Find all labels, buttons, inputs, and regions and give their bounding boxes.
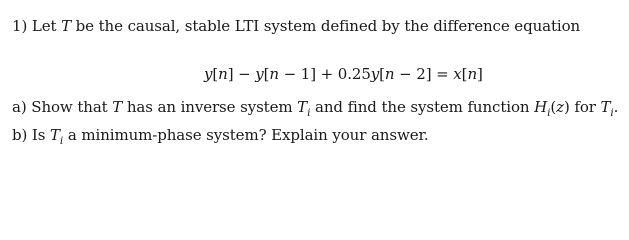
eq-b2: [ bbox=[263, 65, 270, 83]
part-a-H-sub: i bbox=[547, 107, 551, 119]
part-b-t2: a minimum-phase system? Explain your answer. bbox=[63, 126, 429, 144]
eq-b4: [ bbox=[461, 65, 468, 83]
eq-n3: n bbox=[384, 65, 395, 83]
part-a-T: T bbox=[112, 98, 123, 116]
question-title bbox=[12, 17, 580, 35]
part-a-H: H bbox=[534, 98, 548, 116]
eq-b1: [ bbox=[212, 65, 219, 83]
eq-b3: [ bbox=[379, 65, 385, 83]
question-part-a bbox=[12, 98, 618, 118]
part-b-T: T bbox=[50, 126, 60, 144]
part-a-t6: . bbox=[613, 98, 619, 116]
title-tail: be the causal, stable LTI system defined by the difference equation bbox=[71, 17, 581, 35]
part-b-t1: b) Is bbox=[12, 126, 51, 144]
part-a-T2: T bbox=[600, 98, 611, 116]
part-a-Ti-sub: i bbox=[307, 107, 311, 119]
part-a-t5: ) for bbox=[563, 98, 601, 116]
eq-e1: ] − bbox=[227, 65, 256, 83]
title-lead: 1) Let bbox=[12, 17, 62, 35]
eq-y2: y bbox=[255, 65, 264, 83]
question-part-b bbox=[12, 126, 429, 146]
part-a-t4: ( bbox=[550, 98, 557, 116]
part-a-z: z bbox=[556, 98, 564, 116]
eq-e2: − 1] + 0.25 bbox=[278, 65, 371, 83]
difference-equation bbox=[204, 65, 483, 83]
eq-y3: y bbox=[370, 65, 380, 83]
eq-n1: n bbox=[218, 65, 228, 83]
eq-n4: n bbox=[467, 65, 477, 83]
part-a-Ti: T bbox=[297, 98, 308, 116]
part-b-T-sub: i bbox=[59, 135, 64, 147]
part-a-t3: and find the system function bbox=[310, 98, 535, 116]
eq-e3: − 2] = bbox=[394, 65, 454, 83]
symbol-T: T bbox=[61, 17, 72, 35]
part-a-t1: a) Show that bbox=[12, 98, 113, 116]
eq-e4: ] bbox=[477, 65, 483, 83]
eq-n2: n bbox=[269, 65, 279, 83]
eq-x: x bbox=[453, 65, 462, 83]
eq-y1: y bbox=[204, 65, 213, 83]
part-a-t2: has an inverse system bbox=[122, 98, 298, 116]
part-a-T2-sub: i bbox=[610, 107, 614, 119]
